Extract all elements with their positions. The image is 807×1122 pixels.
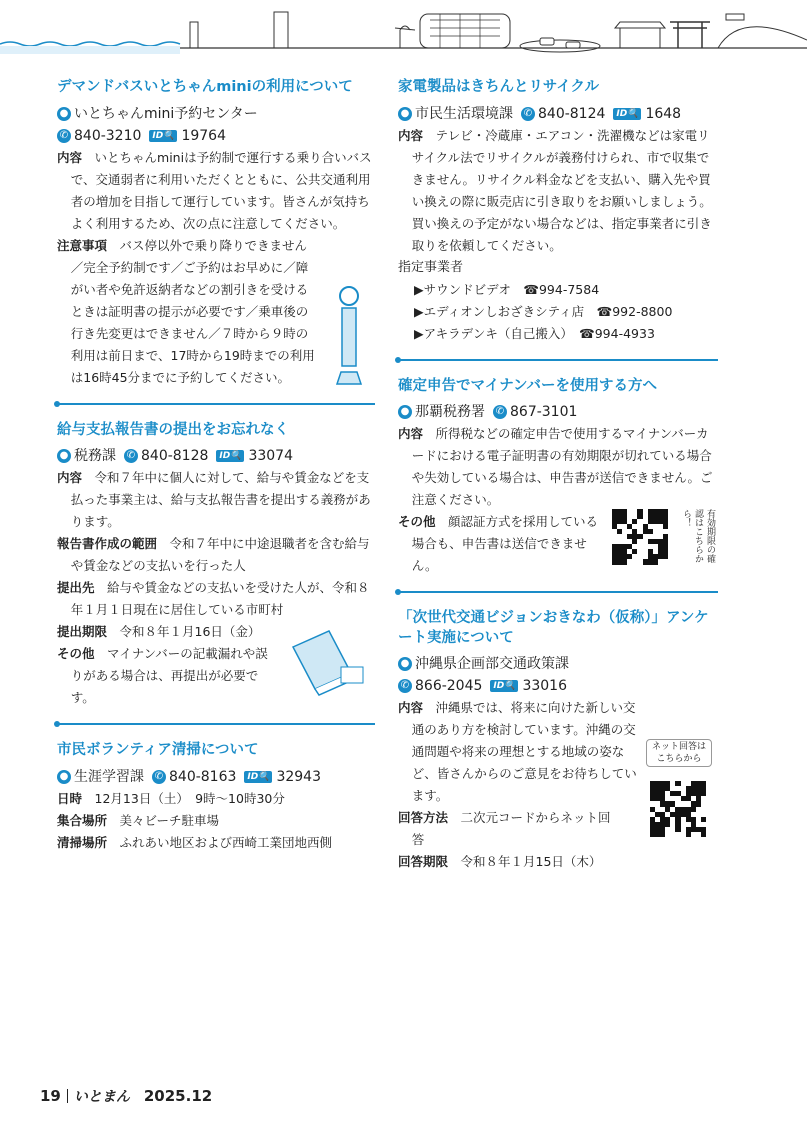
- divider: [57, 723, 375, 725]
- phone-icon: ✆: [152, 770, 166, 784]
- para-other: その他 顔認証方式を採用している場合も、申告書は送信できません。: [398, 514, 599, 574]
- phone-number: 840-8124: [538, 105, 606, 122]
- para-cleanup-place: 清掃場所 ふれあい地区および西崎工業団地西側: [57, 834, 333, 850]
- id-search-icon: ID🔍: [613, 108, 641, 120]
- section-title: 確定申告でマイナンバーを使用する方へ: [398, 377, 657, 394]
- para-destination: 提出先 給与や賃金などの支払いを受けた人が、令和８年１月１日現在に居住している市町村: [57, 580, 370, 618]
- dealer-item: ▶サウンドビデオ ☎994-7584: [414, 281, 600, 297]
- para-scope: 報告書作成の範囲 令和７年中に中途退職者を含む給与や賃金などの支払いを行った人: [57, 536, 370, 574]
- org-name: 生涯学習課: [74, 768, 144, 785]
- para-notes: 注意事項 バス停以外で乗り降りできません／完全予約制です／ご予約はお早めに／障がい者や免許返納者などの割引きを受けるときは証明書の提示が必要です／乗車後の行き先変更はできません／７時から９時の利用は前日まで、17時から19時までの利用は16時45分までに予約してください。: [57, 237, 315, 385]
- id-search-icon: ID🔍: [490, 680, 518, 692]
- page-number: 19: [40, 1087, 61, 1105]
- id-search-icon: ID🔍: [216, 450, 244, 462]
- person-icon: ●: [398, 657, 412, 671]
- section-appliance-recycle: [398, 78, 718, 345]
- section-volunteer-cleanup: [57, 741, 375, 854]
- person-icon: ●: [398, 405, 412, 419]
- divider: [398, 359, 718, 361]
- magazine-logo: いとまん: [73, 1089, 130, 1105]
- para-content: 内容 いとちゃんminiは予約制で運行する乗り合いバスで、交通弱者に利用いただくとともに、公共交通利用者の増加を目指して運行しています。皆さんが気持ちよく利用するため、次の点に注意してください。: [57, 149, 372, 231]
- section-title: デマンドバスいとちゃんminiの利用について: [57, 79, 353, 95]
- para-content: 内容 所得税などの確定申告で使用するマイナンバーカードにおける電子証明書の有効期限が切れている場合や失効している場合は、申告書が送信できません。ご注意ください。: [398, 426, 713, 508]
- phone-icon: ✆: [521, 107, 535, 121]
- section-salary-report: [57, 421, 375, 710]
- section-title: 家電製品はきちんとリサイクル: [398, 79, 599, 95]
- para-other: その他 マイナンバーの記載漏れや誤りがある場合は、再提出が必要です。: [57, 646, 268, 706]
- header-illustration: [0, 0, 807, 60]
- para-content: 内容 テレビ・冷蔵庫・エアコン・洗濯機などは家電リサイクル法でリサイクルが義務付けられ、市で収集できません。リサイクル料金などを支払い、購入先や買い換えの際に販売店に引き取りをお願いしましょう。買い換えの予定がない場合などは、指定事業者に引き取りを依頼してください。: [398, 127, 712, 253]
- phone-number: 840-8128: [141, 448, 209, 465]
- page-id: 32943: [276, 768, 321, 785]
- phone-number: 867-3101: [510, 404, 578, 421]
- footer-divider: [67, 1089, 68, 1103]
- section-mynumber-tax: [398, 377, 718, 578]
- org-name: 沖縄県企画部交通政策課: [415, 656, 569, 673]
- section-title: 「次世代交通ビジョンおきなわ（仮称）」アンケート実施について: [398, 610, 709, 646]
- phone-icon: ✆: [57, 129, 71, 143]
- para-content: 内容 令和７年中に個人に対して、給与や賃金などを支払った事業主は、給与支払報告書を提出する義務があります。: [57, 470, 371, 530]
- bus-stop-illustration: [329, 284, 369, 388]
- issue-date: 2025.12: [143, 1087, 213, 1105]
- id-search-icon: ID🔍: [149, 130, 177, 142]
- para-date: 日時 12月13日（土） 9時～10時30分: [57, 790, 285, 806]
- dealer-item: ▶アキラデンキ（自己搬入） ☎994-4933: [414, 325, 655, 341]
- para-deadline: 提出期限 令和８年１月16日（金）: [57, 624, 261, 640]
- section-title: 市民ボランティア清掃について: [57, 742, 259, 759]
- page-id: 19764: [181, 127, 226, 144]
- id-search-icon: ID🔍: [244, 771, 272, 783]
- dealers-label: 指定事業者: [398, 259, 464, 275]
- person-icon: ●: [57, 449, 71, 463]
- section-transport-survey: [398, 609, 718, 873]
- person-icon: ●: [57, 770, 71, 784]
- page-id: 33074: [248, 448, 293, 465]
- para-deadline: 回答期限 令和８年１月15日（木）: [398, 854, 602, 870]
- section-demand-bus: [57, 78, 375, 389]
- document-illustration: [289, 627, 369, 697]
- right-column: [398, 78, 718, 873]
- divider: [398, 591, 718, 593]
- org-name: 市民生活環境課: [415, 105, 513, 122]
- person-icon: ●: [398, 107, 412, 121]
- phone-icon: ✆: [493, 405, 507, 419]
- para-content: 内容 沖縄県では、将来に向けた新しい交通のあり方を検討しています。沖縄の交通問題や将来の理想とする地域の姿など、皆さんからのご意見をお待ちしています。: [398, 700, 637, 804]
- para-method: 回答方法 二次元コードからネット回答: [398, 810, 611, 848]
- phone-number: 840-8163: [169, 768, 237, 785]
- divider: [57, 403, 375, 405]
- phone-icon: ✆: [124, 449, 138, 463]
- phone-number: 840-3210: [74, 127, 142, 144]
- page-id: 33016: [522, 678, 567, 695]
- person-icon: ●: [57, 107, 71, 121]
- dealer-item: ▶エディオンしおざきシティ店 ☎992-8800: [414, 303, 673, 319]
- org-name: 那覇税務署: [415, 404, 485, 421]
- qr-code[interactable]: [612, 509, 668, 565]
- phone-icon: ✆: [398, 679, 412, 693]
- org-name: いとちゃんmini予約センター: [74, 105, 258, 122]
- phone-number: 866-2045: [415, 678, 483, 695]
- para-meeting-place: 集合場所 美々ビーチ駐車場: [57, 812, 220, 828]
- qr-code[interactable]: [650, 781, 706, 837]
- page-id: 1648: [645, 105, 682, 122]
- org-name: 税務課: [74, 448, 116, 465]
- left-column: [57, 78, 375, 854]
- footer: [40, 1086, 212, 1106]
- qr-note: 有効期限の確認はこちらから！: [681, 508, 715, 563]
- section-title: 給与支払報告書の提出をお忘れなく: [57, 421, 289, 438]
- qr-note: ネット回答はこちらから: [646, 739, 712, 767]
- dealer-list: [398, 279, 718, 345]
